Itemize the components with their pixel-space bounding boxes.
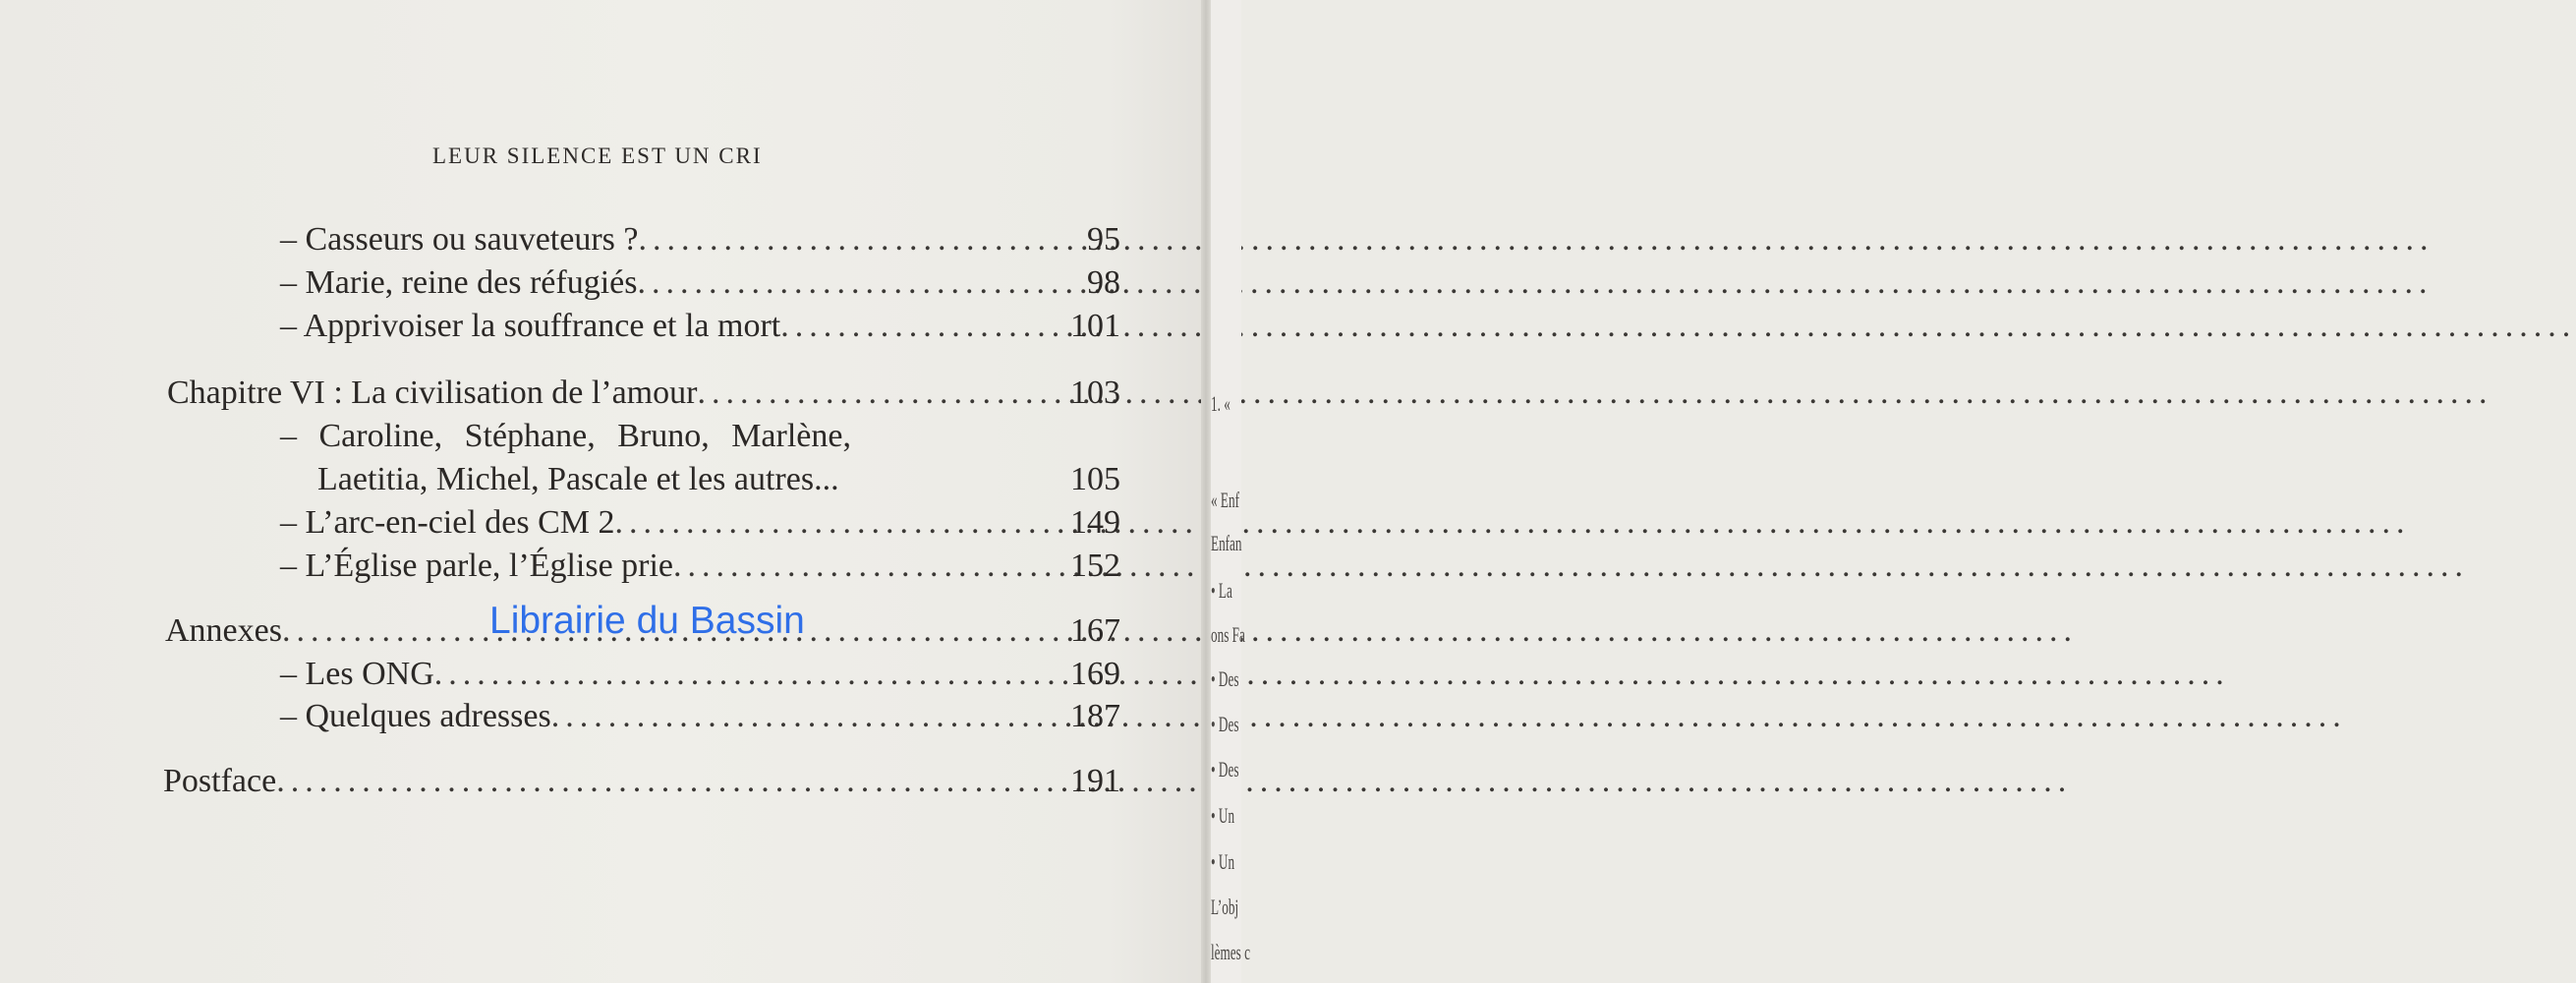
- toc-page-number: 187: [1070, 698, 1120, 734]
- toc-page-number: 101: [1070, 308, 1120, 344]
- dot-leader: [434, 653, 2230, 696]
- toc-row: [163, 760, 1120, 803]
- toc-page-number: 95: [1087, 221, 1120, 258]
- toc-entry-label: – L’Église parle, l’Église prie: [280, 548, 674, 584]
- toc-row: [280, 305, 1120, 348]
- toc-entry-label: – Casseurs ou sauveteurs ?: [280, 221, 639, 258]
- facing-page-text: ons Fa: [1211, 622, 1245, 647]
- facing-page-text: • Des: [1211, 666, 1239, 691]
- toc-section-label: Annexes: [165, 612, 282, 649]
- toc-entry-label: – Marie, reine des réfugiés: [280, 264, 638, 301]
- toc-chapter-label: Chapitre VI : La civilisation de l’amour: [167, 375, 698, 411]
- toc-row: [280, 415, 1120, 458]
- toc-row: [280, 545, 1120, 588]
- facing-page-text: L’obj: [1211, 895, 1239, 919]
- dot-leader: [615, 501, 2411, 545]
- facing-page-text: lèmes c: [1211, 940, 1250, 964]
- facing-page-text: « Enf: [1211, 488, 1239, 512]
- toc-entry-label: – Caroline, Stéphane, Bruno, Marlène,: [280, 418, 851, 454]
- toc-row: [280, 653, 1120, 696]
- facing-page-text: • La: [1211, 578, 1232, 603]
- dot-leader: [673, 545, 2469, 588]
- toc-page-number: 167: [1070, 612, 1120, 649]
- book-page: [0, 0, 1204, 983]
- toc-page-number: 169: [1070, 656, 1120, 692]
- toc-entry-label: – L’arc-en-ciel des CM 2: [280, 504, 615, 541]
- toc-entry-label: – Quelques adresses: [280, 698, 551, 734]
- toc-page-number: 152: [1070, 548, 1120, 584]
- toc-entry-label: – Les ONG: [280, 656, 434, 692]
- dot-leader: [551, 695, 2347, 738]
- toc-row: [280, 218, 1120, 261]
- toc-page-number: 105: [1070, 461, 1120, 497]
- dot-leader: [637, 261, 2433, 305]
- dot-leader: [697, 372, 2492, 415]
- facing-page: [1211, 0, 1250, 983]
- facing-page-text: 1. «: [1211, 391, 1231, 416]
- toc-page-number: 149: [1070, 504, 1120, 541]
- toc-row: [280, 261, 1120, 305]
- facing-page-text: • Des: [1211, 712, 1239, 736]
- toc-entry-label: Laetitia, Michel, Pascale et les autres...: [317, 461, 839, 497]
- dot-leader: [780, 305, 2576, 348]
- toc-entry-label: – Apprivoiser la souffrance et la mort: [280, 308, 781, 344]
- toc-row: [167, 372, 1120, 415]
- dot-leader: [276, 760, 2072, 803]
- toc-page-number: 98: [1087, 264, 1120, 301]
- toc-section-label: Postface: [163, 763, 277, 799]
- running-head: LEUR SILENCE EST UN CRI: [432, 144, 763, 168]
- watermark: Librairie du Bassin: [489, 600, 805, 642]
- facing-page-text: • Un: [1211, 849, 1235, 874]
- toc-page-number: 191: [1070, 763, 1120, 799]
- toc-row: [280, 501, 1120, 545]
- toc-page-number: 103: [1070, 375, 1120, 411]
- toc-row: [280, 695, 1120, 738]
- facing-page-text: • Des: [1211, 757, 1239, 781]
- facing-page-text: • Un: [1211, 803, 1235, 828]
- book-gutter: [1201, 0, 1211, 983]
- dot-leader: [638, 218, 2433, 261]
- facing-page-text: Enfan: [1211, 531, 1242, 555]
- toc-row: [317, 458, 1120, 501]
